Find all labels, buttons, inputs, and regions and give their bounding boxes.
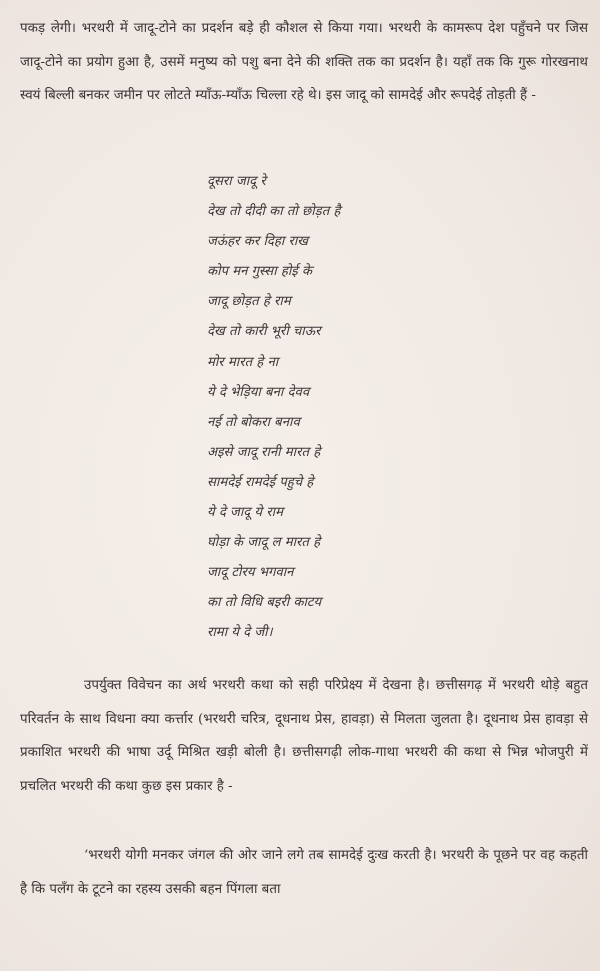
verse-line: देख तो दीदी का तो छोड़त है — [207, 204, 341, 220]
intro-paragraph: पकड़ लेगी। भरथरी में जादू-टोने का प्रदर्शन बड़े ही कौशल से किया गया। भरथरी के कामरूप देश पहुँचने पर जिस जादू-टोने का प्रयोग हुआ है, उसमें मनुष्य को पशु बना देने की शक्ति तक का प्रदर्शन है। यहाँ तक कि गुरू गोरखनाथ स्वयं बिल्ली बनकर जमीन पर लोटते म्याँऊ-म्याँऊ चिल्ला रहे थे। इस जादू को सामदेई और रूपदेई तोड़ती हैं - — [20, 21, 588, 103]
verse-line: देख तो कारी भूरी चाऊर — [207, 324, 321, 340]
verse-line: ये दे जादू ये राम — [207, 505, 283, 521]
verse-line: मोर मारत हे ना — [207, 354, 279, 370]
verse-line: सामदेई रामदेई पहुचे हे — [207, 474, 314, 490]
verse-block — [207, 167, 340, 649]
verse-line: का तो विधि बइरी काटय — [207, 595, 322, 611]
verse-line: कोप मन गुस्सा होई के — [207, 264, 313, 280]
verse-line: नई तो बोकरा बनाव — [207, 414, 300, 430]
verse-line: जादू छोड़त हे राम — [207, 294, 291, 310]
verse-line: दूसरा जादू रे — [207, 174, 266, 189]
verse-line: जादू टोरय भगवान — [207, 565, 294, 581]
verse-line: जऊंहर कर दिहा राख — [207, 234, 309, 250]
verse-line: अइसे जादू रानी मारत हे — [207, 444, 321, 460]
verse-line: ये दे भेड़िया बना देवव — [207, 384, 310, 400]
analysis-paragraph-text: उपर्युक्त विवेचन का अर्थ भरथरी कथा को सही परिप्रेक्ष्य में देखना है। छत्तीसगढ़ में भरथरी थोड़े बहुत परिवर्तन के साथ विधना क्या कर्त्तार (भरथरी चरित्र, दूधनाथ प्रेस, हावड़ा) से मिलता जुलता है। दूधनाथ प्रेस हावड़ा से प्रकाशित भरथरी की भाषा उर्दू मिश्रित खड़ी बोली है। छत्तीसगढ़ी लोक-गाथा भरथरी की कथा से भिन्न भोजपुरी में प्रचलित भरथरी की कथा कुछ इस प्रकार है - — [20, 678, 588, 794]
verse-line: घोड़ा के जादू ल मारत हे — [207, 535, 321, 551]
verse-line: रामा ये दे जी। — [207, 625, 273, 641]
analysis-paragraph — [20, 669, 588, 803]
bhojpuri-paragraph: ‘भरथरी योगी मनकर जंगल की ओर जाने लगे तब सामदेई दुःख करती है। भरथरी के पूछने पर वह कहती है कि पलँग के टूटने का रहस्य उसकी बहन पिंगला बता — [20, 848, 588, 897]
